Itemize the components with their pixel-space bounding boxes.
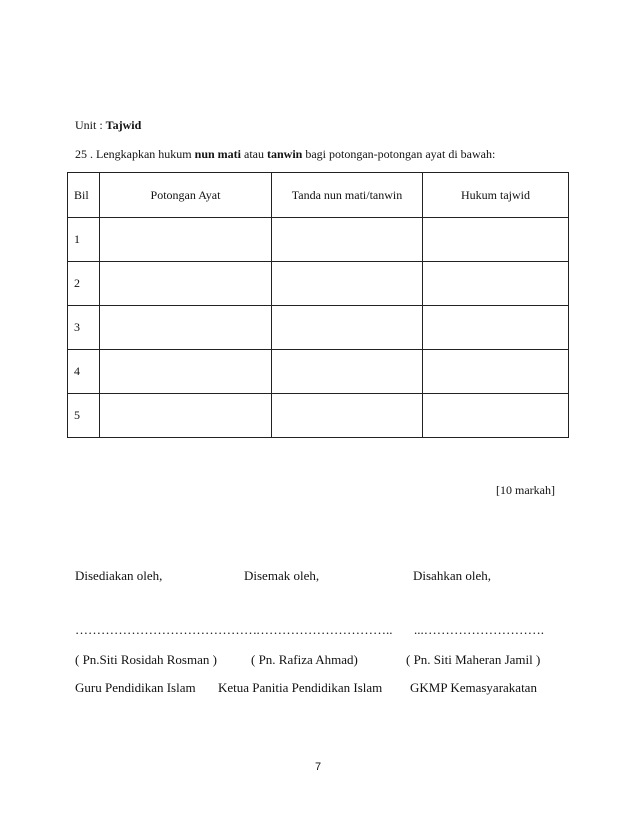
approved-by-label: Disahkan oleh, [413, 568, 491, 583]
question-rest: bagi potongan-potongan ayat di bawah: [302, 147, 496, 161]
question-mid: atau [241, 147, 268, 161]
table-row [68, 262, 569, 306]
prepared-by-title: Guru Pendidikan Islam [75, 680, 196, 695]
page-number: 7 [315, 761, 322, 773]
cell-hukum[interactable] [423, 306, 569, 350]
approved-by-signature-line: ...………………………. [414, 622, 544, 637]
cell-potongan-ayat[interactable] [100, 350, 272, 394]
unit-line [75, 118, 141, 133]
prepared-by-name: ( Pn.Siti Rosidah Rosman ) [75, 652, 217, 667]
question-bold-tanwin: tanwin [267, 147, 303, 161]
cell-potongan-ayat[interactable] [100, 394, 272, 438]
cell-potongan-ayat[interactable] [100, 218, 272, 262]
table-row [68, 218, 569, 262]
question-bold-nun-mati: nun mati [194, 147, 242, 161]
checked-by-label: Disemak oleh, [244, 568, 320, 583]
table-row [68, 350, 569, 394]
unit-value: Tajwid [105, 118, 142, 132]
header-potongan-ayat: Potongan Ayat [100, 173, 272, 218]
cell-potongan-ayat[interactable] [100, 306, 272, 350]
cell-hukum[interactable] [423, 350, 569, 394]
row-number: 5 [68, 394, 100, 438]
header-hukum-tajwid: Hukum tajwid [423, 173, 569, 218]
unit-label: Unit : [75, 118, 106, 132]
cell-potongan-ayat[interactable] [100, 262, 272, 306]
cell-tanda[interactable] [272, 262, 423, 306]
question-number: 25 . Lengkapkan hukum [75, 147, 195, 161]
row-number: 3 [68, 306, 100, 350]
table-row [68, 394, 569, 438]
row-number: 4 [68, 350, 100, 394]
checked-by-name: ( Pn. Rafiza Ahmad) [251, 652, 358, 667]
answer-table [67, 172, 569, 438]
header-tanda-nun-mati-tanwin: Tanda nun mati/tanwin [272, 173, 423, 218]
row-number: 1 [68, 218, 100, 262]
table-header-row [68, 173, 569, 218]
cell-tanda[interactable] [272, 306, 423, 350]
cell-hukum[interactable] [423, 218, 569, 262]
table-row [68, 306, 569, 350]
checked-by-title: Ketua Panitia Pendidikan Islam [218, 680, 383, 695]
approved-by-title: GKMP Kemasyarakatan [410, 680, 537, 695]
cell-tanda[interactable] [272, 218, 423, 262]
cell-hukum[interactable] [423, 394, 569, 438]
checked-by-signature-line: ………………………….. [256, 622, 393, 637]
cell-tanda[interactable] [272, 350, 423, 394]
question-text [75, 147, 495, 162]
prepared-by-signature-line: …………………………………… [75, 622, 257, 637]
cell-tanda[interactable] [272, 394, 423, 438]
prepared-by-label: Disediakan oleh, [75, 568, 163, 583]
approved-by-name: ( Pn. Siti Maheran Jamil ) [406, 652, 541, 667]
marks-label: [10 markah] [496, 483, 555, 497]
row-number: 2 [68, 262, 100, 306]
cell-hukum[interactable] [423, 262, 569, 306]
header-bil: Bil [68, 173, 100, 218]
